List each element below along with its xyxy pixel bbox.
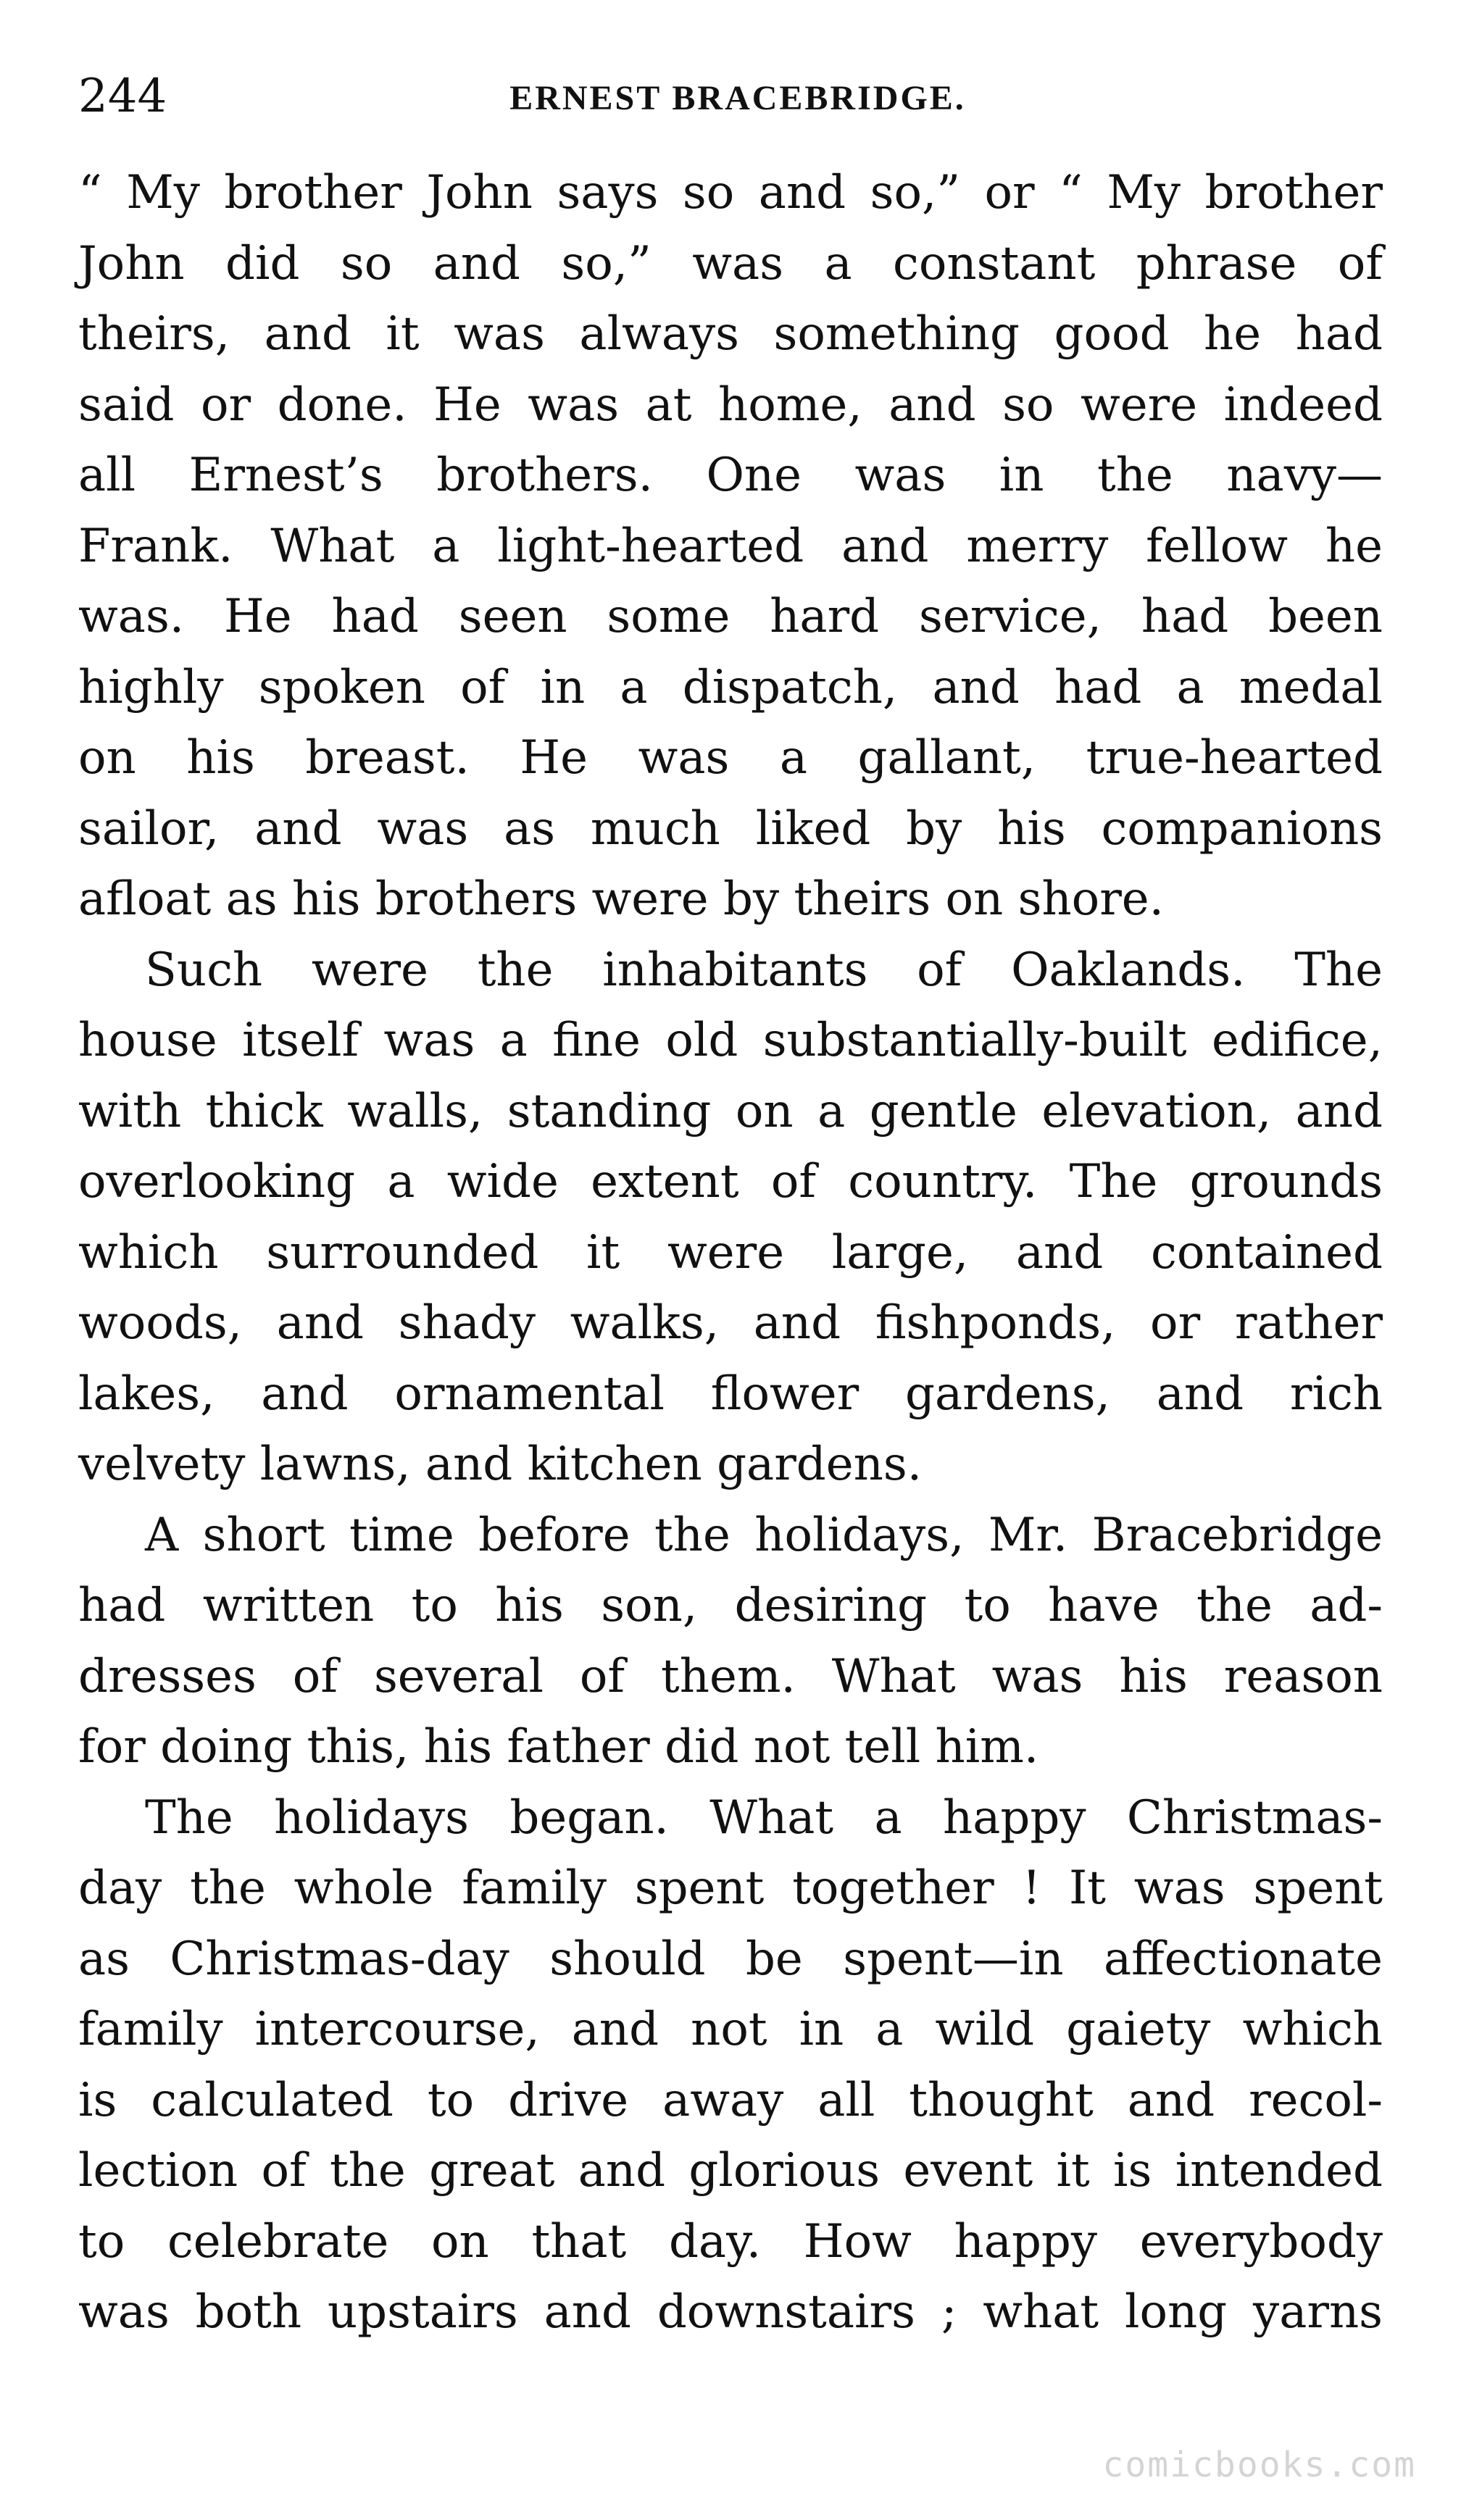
text-line: lakes, and ornamental flower gardens, and rich xyxy=(78,1367,1383,1421)
text-line: lection of the great and glorious event it is intended xyxy=(78,2144,1383,2198)
text-line: sailor, and was as much liked by his companions xyxy=(78,801,1383,856)
text-line: day the whole family spent together ! It was spent xyxy=(78,1861,1383,1915)
page-header xyxy=(78,64,1397,129)
text-line: woods, and shady walks, and fishponds, or rather xyxy=(78,1296,1383,1350)
text-line: dresses of several of them. What was his reason xyxy=(78,1649,1383,1703)
text-line: as Christmas-day should be spent—in affectionate xyxy=(78,1932,1383,1986)
text-line: overlooking a wide extent of country. The grounds xyxy=(78,1155,1383,1209)
text-line: highly spoken of in a dispatch, and had a medal xyxy=(78,660,1383,714)
text-line: “ My brother John says so and so,” or “ My brother xyxy=(78,166,1383,220)
text-line: said or done. He was at home, and so were indeed xyxy=(78,377,1383,432)
page-number: 244 xyxy=(78,70,167,123)
text-line: family intercourse, and not in a wild gaiety which xyxy=(78,2003,1383,2056)
text-line: house itself was a fine old substantially-built edifice, xyxy=(78,1014,1383,1067)
text-line: which surrounded it were large, and contained xyxy=(78,1225,1383,1280)
text-line: for doing this, his father did not tell him. xyxy=(78,1720,1039,1774)
paragraph-first-line: Such were the inhabitants of Oaklands. The xyxy=(145,943,1383,997)
body-text xyxy=(78,158,1383,2348)
text-line: with thick walls, standing on a gentle elevation, and xyxy=(78,1084,1383,1138)
text-line: Frank. What a light-hearted and merry fellow he xyxy=(78,519,1383,573)
paragraph-first-line: The holidays began. What a happy Christmas- xyxy=(145,1790,1383,1845)
text-line: is calculated to drive away all thought and recol- xyxy=(78,2073,1383,2127)
text-line: afloat as his brothers were by theirs on shore. xyxy=(78,872,1164,926)
source-watermark: comicbooks.com xyxy=(1102,2445,1416,2485)
running-head: ERNEST BRACEBRIDGE. xyxy=(509,79,966,117)
text-line: was. He had seen some hard service, had been xyxy=(78,590,1383,643)
text-line: John did so and so,” was a constant phrase of xyxy=(78,236,1383,291)
text-line: was both upstairs and downstairs ; what long yarns xyxy=(78,2285,1383,2339)
text-line: theirs, and it was always something good he had xyxy=(78,307,1383,361)
text-line: all Ernest’s brothers. One was in the navy— xyxy=(78,448,1383,502)
text-line: velvety lawns, and kitchen gardens. xyxy=(78,1438,923,1491)
text-line: to celebrate on that day. How happy everybody xyxy=(78,2214,1383,2269)
paragraph-first-line: A short time before the holidays, Mr. Bracebridge xyxy=(145,1508,1383,1562)
text-line: on his breast. He was a gallant, true-hearted xyxy=(78,731,1383,785)
text-line: had written to his son, desiring to have the ad- xyxy=(78,1579,1383,1632)
